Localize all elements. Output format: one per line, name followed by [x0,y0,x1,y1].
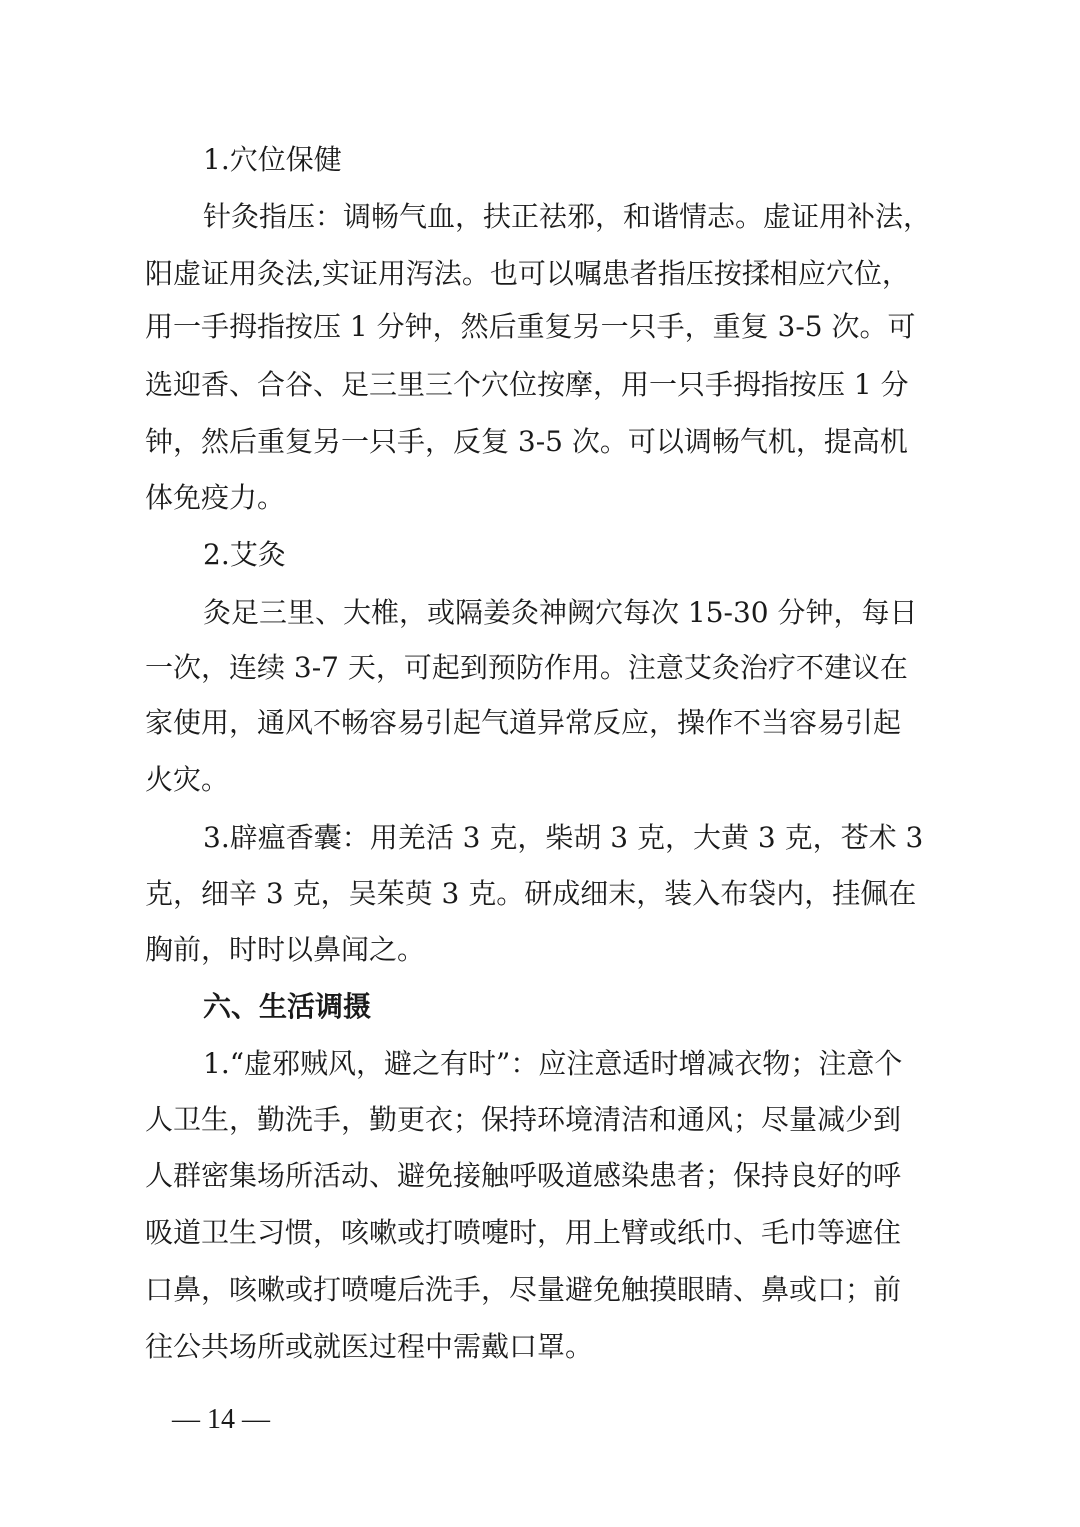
paragraph-line: 体免疫力。 [145,481,286,514]
section-title-moxibustion: 2.艾灸 [203,538,286,571]
paragraph-line: 灸足三里、大椎，或隔姜灸神阙穴每次 15-30 分钟，每日 [203,596,918,629]
paragraph-line: 家使用，通风不畅容易引起气道异常反应，操作不当容易引起 [145,706,902,739]
paragraph-line: 往公共场所或就医过程中需戴口罩。 [145,1330,594,1363]
paragraph-line: 火灾。 [145,763,230,796]
paragraph-line: 胸前，时时以鼻闻之。 [145,933,426,966]
paragraph-line: 钟，然后重复另一只手，反复 3-5 次。可以调畅气机，提高机 [145,425,908,458]
paragraph-line: 针灸指压：调畅气血，扶正祛邪，和谐情志。虚证用补法， [203,200,932,233]
section-heading-life-regulation: 六、生活调摄 [203,990,372,1023]
paragraph-line: 3.辟瘟香囊：用羌活 3 克，柴胡 3 克，大黄 3 克，苍术 3 [203,821,924,854]
paragraph-line: 人卫生，勤洗手，勤更衣；保持环境清洁和通风；尽量减少到 [145,1103,902,1136]
paragraph-line: 人群密集场所活动、避免接触呼吸道感染患者；保持良好的呼 [145,1159,902,1192]
paragraph-line: 阳虚证用灸法,实证用泻法。也可以嘱患者指压按揉相应穴位， [145,257,910,290]
paragraph-line: 口鼻，咳嗽或打喷嚏后洗手，尽量避免触摸眼睛、鼻或口；前 [145,1273,902,1306]
paragraph-line: 吸道卫生习惯，咳嗽或打喷嚏时，用上臂或纸巾、毛巾等遮住 [145,1216,902,1249]
paragraph-line: 用一手拇指按压 1 分钟，然后重复另一只手，重复 3-5 次。可 [145,310,916,343]
paragraph-line: 选迎香、合谷、足三里三个穴位按摩，用一只手拇指按压 1 分 [145,368,909,401]
paragraph-line: 克，细辛 3 克，吴茱萸 3 克。研成细末，装入布袋内，挂佩在 [145,877,917,910]
page-number: — 14 — [172,1404,270,1435]
paragraph-line: 一次，连续 3-7 天，可起到预防作用。注意艾灸治疗不建议在 [145,651,908,684]
section-title-acupoint: 1.穴位保健 [203,143,342,176]
paragraph-line: 1.“虚邪贼风，避之有时”：应注意适时增减衣物；注意个 [203,1047,903,1080]
